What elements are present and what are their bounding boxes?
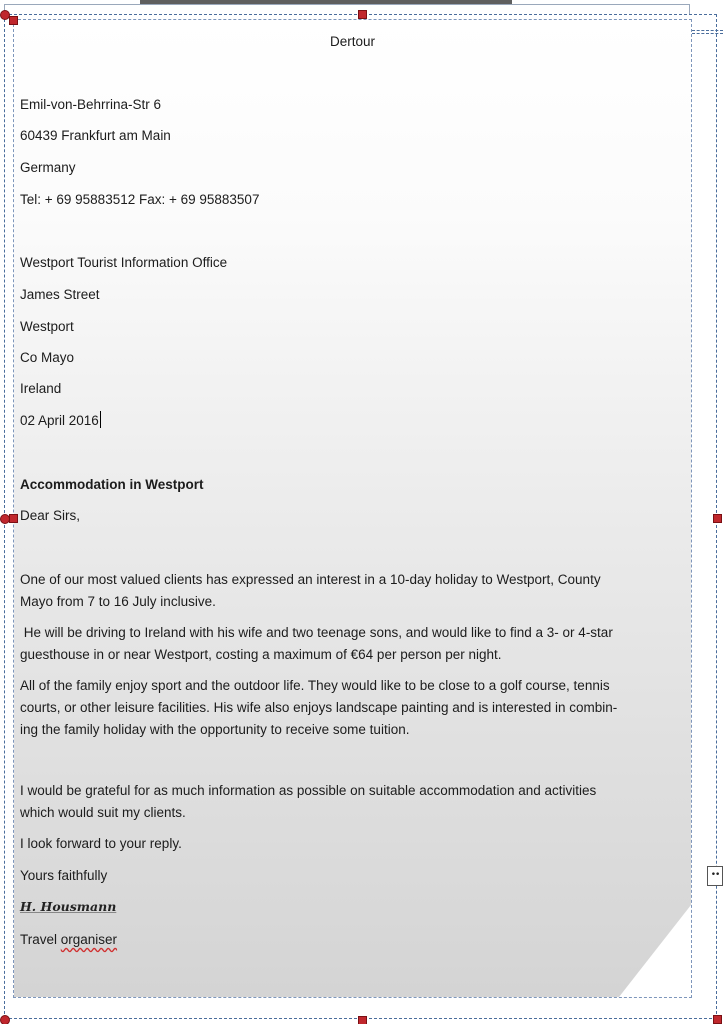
body-paragraph-2 (20, 622, 680, 666)
body-line: I would be grateful for as much information as possible on suitable accommodation and activities (20, 783, 597, 798)
body-paragraph-4 (20, 780, 680, 824)
body-line: Mayo from 7 to 16 July inclusive. (20, 594, 216, 609)
recipient-county: Co Mayo (20, 350, 75, 365)
letter-closing: Yours faithfully (20, 868, 108, 883)
recipient-street: James Street (20, 287, 100, 302)
signatory-title (20, 929, 117, 951)
body-paragraph-5: I look forward to your reply. (20, 836, 182, 851)
letter-date-line[interactable] (20, 410, 101, 432)
resize-handle-right[interactable] (713, 514, 722, 523)
body-paragraph-1 (20, 569, 680, 613)
resize-handle-bottom-right[interactable] (713, 1015, 722, 1024)
resize-handle-top[interactable] (358, 10, 367, 19)
body-line: One of our most valued clients has expressed an interest in a 10-day holiday to Westport, County (20, 572, 601, 587)
body-line: courts, or other leisure facilities. His wife also enjoys landscape painting and is interested in combin- (20, 700, 618, 715)
sender-street: Emil-von-Behrrina-Str 6 (20, 97, 162, 112)
letter-subject: Accommodation in Westport (20, 477, 204, 492)
body-line: He will be driving to Ireland with his wife and two teenage sons, and would like to find a 3- or 4-star (20, 625, 613, 640)
misspelled-word[interactable]: organiser (60, 932, 118, 947)
body-line: All of the family enjoy sport and the outdoor life. They would like to be close to a golf course, tennis (20, 678, 610, 693)
header-frame (4, 4, 690, 14)
resize-handle-bottom[interactable] (358, 1016, 367, 1024)
recipient-country: Ireland (20, 381, 62, 396)
sender-country: Germany (20, 160, 76, 175)
layout-options-icon[interactable]: •• (707, 866, 723, 886)
letter-salutation: Dear Sirs, (20, 508, 81, 523)
signature: H. Housmann (20, 899, 117, 914)
body-line: which would suit my clients. (20, 805, 186, 820)
text-box-handle-left[interactable] (9, 514, 18, 523)
recipient-town: Westport (20, 319, 74, 334)
text-box-handle-top-left[interactable] (9, 16, 18, 25)
sender-city: 60439 Frankfurt am Main (20, 128, 171, 143)
letter-date: 02 April 2016 (20, 413, 99, 428)
recipient-name: Westport Tourist Information Office (20, 255, 228, 270)
header-company-name: Dertour (329, 34, 375, 49)
body-line: guesthouse in or near Westport, costing a maximum of €64 per person per night. (20, 647, 502, 662)
signatory-title-prefix: Travel (20, 932, 61, 947)
body-paragraph-3 (20, 675, 680, 741)
resize-handle-bottom-left[interactable] (0, 1015, 10, 1024)
text-cursor (100, 411, 101, 428)
body-line: ing the family holiday with the opportunity to receive some tuition. (20, 722, 410, 737)
frame-guide-line (692, 30, 723, 31)
sender-contact: Tel: + 69 95883512 Fax: + 69 95883507 (20, 192, 260, 207)
frame-guide-line (692, 33, 723, 34)
